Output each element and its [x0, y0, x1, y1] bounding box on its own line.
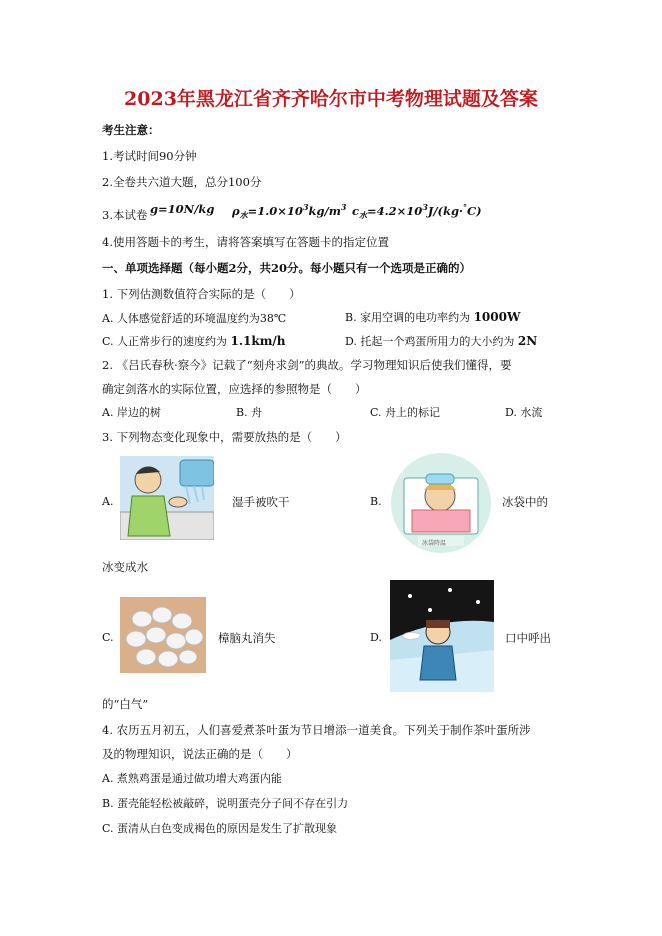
q3-option-a-text: 湿手被吹干 — [232, 495, 290, 509]
mothballs-illustration — [120, 597, 206, 673]
q1-option-d-text: D. 托起一个鸡蛋所用力的大小约为 — [345, 335, 515, 348]
hand-dryer-image — [120, 456, 214, 540]
q1-option-a: A. 人体感觉舒适的环境温度约为38℃ — [102, 312, 287, 325]
q4-stem-line1: 4. 农历五月初五，人们喜爱煮茶叶蛋为节日增添一道美食。下列关于制作茶叶蛋所涉 — [102, 723, 531, 737]
page-title: 2023年黑龙江省齐齐哈尔市中考物理试题及答案 — [124, 88, 538, 110]
q1-option-c — [102, 333, 286, 350]
q1-option-d-value: 2N — [517, 334, 538, 348]
formula-g-text: g=10N/kg — [150, 202, 215, 216]
formula-c-sub: 水 — [359, 210, 368, 221]
ice-pack-caption: 冰袋降温 — [422, 540, 447, 547]
formula-rho-sub: 水 — [239, 210, 248, 221]
formula-c-symbol: c — [352, 203, 360, 218]
q1-option-c-value: 1.1km/h — [230, 334, 286, 348]
q1-stem: 1. 下列估测数值符合实际的是（ ） — [102, 287, 301, 301]
q4-option-c: C. 蛋清从白色变成褐色的原因是发生了扩散现象 — [102, 822, 338, 835]
q4-stem-line2: 及的物理知识，说法正确的是（ ） — [102, 747, 298, 761]
formula-c-value: =4.2×10 — [367, 203, 423, 218]
q3-stem: 3. 下列物态变化现象中，需要放热的是（ ） — [102, 430, 347, 444]
q2-option-a: A. 岸边的树 — [102, 406, 161, 419]
hand-dryer-illustration — [120, 456, 214, 540]
q3-option-d-label: D. — [370, 631, 382, 644]
q4-option-a: A. 煮熟鸡蛋是通过做功增大鸡蛋内能 — [102, 772, 282, 785]
q3-option-d-text: 口中呼出 — [505, 631, 551, 645]
q3-option-b-text-cont: 冰变成水 — [102, 560, 148, 574]
cold-breath-illustration — [390, 580, 494, 692]
q2-option-d: D. 水流 — [505, 406, 543, 419]
q3-option-b-text: 冰袋中的 — [502, 495, 548, 509]
formula-density — [232, 202, 347, 221]
q2-option-c: C. 舟上的标记 — [370, 406, 441, 419]
cold-breath-image — [390, 580, 494, 692]
ice-pack-image — [390, 452, 492, 554]
q2-stem-line2: 确定剑落水的实际位置，应选择的参照物是（ ） — [102, 382, 367, 396]
q1-option-b — [345, 309, 520, 326]
q2-stem-line1: 2. 《吕氏春秋·察今》记载了“刻舟求剑”的典故。学习物理知识后使我们懂得，要 — [102, 358, 512, 372]
q3-option-b-label: B. — [370, 495, 382, 508]
q1-option-b-value: 1000W — [473, 310, 521, 324]
formula-rho-unit-exp: 3 — [340, 202, 347, 212]
q4-option-b: B. 蛋壳能轻松被敲碎，说明蛋壳分子间不存在引力 — [102, 797, 349, 810]
formula-c-unit: J/(kg· — [427, 203, 463, 218]
formula-c-unit-exp: ° — [463, 202, 467, 212]
section-heading: 一、单项选择题（每小题2分，共20分。每小题只有一个选项是正确的） — [102, 261, 472, 275]
notice-heading: 考生注意： — [102, 123, 160, 137]
notice-item-4: 4.使用答题卡的考生，请将答案填写在答题卡的指定位置 — [102, 235, 389, 249]
mothballs-image — [120, 597, 206, 673]
formula-c-exp: 3 — [422, 202, 428, 212]
notice-item-1: 1.考试时间90分钟 — [102, 149, 197, 163]
q3-option-a-label: A. — [102, 495, 114, 508]
formula-rho-value: =1.0×10 — [247, 203, 303, 218]
q3-option-c-label: C. — [102, 631, 114, 644]
formula-rho-exp: 3 — [302, 202, 309, 212]
formula-rho-symbol: ρ — [232, 203, 240, 218]
q1-option-b-text: B. 家用空调的电功率约为 — [345, 311, 471, 324]
formula-g — [150, 202, 214, 216]
formula-rho-unit: kg/m — [308, 203, 341, 218]
q3-option-d-text-cont: 的“白气” — [102, 697, 149, 711]
q1-option-c-text: C. 人正常步行的速度约为 — [102, 335, 228, 348]
q3-option-c-text: 樟脑丸消失 — [218, 631, 276, 645]
notice-item-2: 2.全卷共六道大题，总分100分 — [102, 175, 262, 189]
formula-specific-heat — [352, 202, 482, 221]
formula-c-end: C) — [467, 203, 482, 218]
notice-item-3: 3.本试卷 — [102, 208, 148, 222]
q2-option-b: B. 舟 — [236, 406, 263, 419]
q1-option-d — [345, 333, 537, 350]
